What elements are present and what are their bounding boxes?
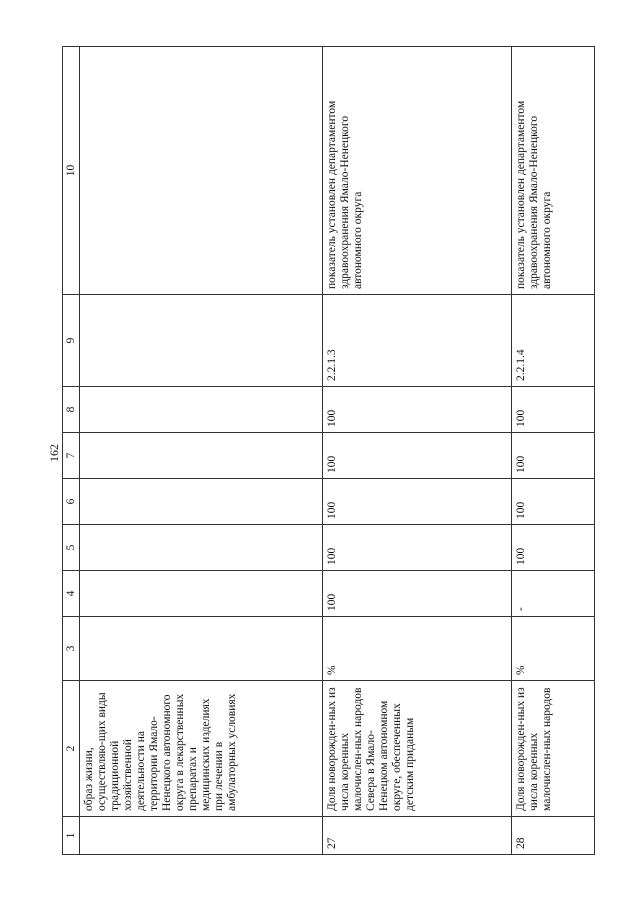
code: 2.2.1.3 [323,295,512,387]
unit: % [323,617,512,681]
value-col6: 100 [512,479,595,525]
note: показатель установлен департаментом здравоохранения Ямало-Ненецкого автономного округа [323,47,512,295]
row-number [80,817,323,855]
column-number: 9 [63,295,80,387]
value-col7: 100 [512,433,595,479]
table-row [323,47,512,855]
column-number: 3 [63,617,80,681]
value-col7 [80,433,323,479]
note: показатель установлен департаментом здравоохранения Ямало-Ненецкого автономного округа [512,47,595,295]
value-col8: 100 [323,387,512,433]
value-col5: 100 [512,525,595,571]
unit: % [512,617,595,681]
column-number: 1 [63,817,80,855]
value-col4: 100 [323,571,512,617]
column-number-row [63,47,80,855]
value-col8 [80,387,323,433]
code [80,295,323,387]
row-number: 27 [323,817,512,855]
value-col4 [80,571,323,617]
value-col6 [80,479,323,525]
value-col8: 100 [512,387,595,433]
value-col7: 100 [323,433,512,479]
indicators-table [62,47,590,855]
indicator-name: Доля новорожден-ных из числа коренных малочислен-ных народов Севера в Ямало-Ненецком автономном округе, обеспеченных детским приданым [323,681,512,817]
indicator-name: Доля новорожден-ных из числа коренных малочислен-ных народов [512,681,595,817]
column-number: 8 [63,387,80,433]
column-number: 6 [63,479,80,525]
column-number: 4 [63,571,80,617]
code: 2.2.1.4 [512,295,595,387]
column-number: 10 [63,47,80,295]
unit [80,617,323,681]
table-row [512,47,595,855]
row-number: 28 [512,817,595,855]
indicator-name: образ жизни, осуществляю-щих виды традиционной хозяйственной деятельности на территории Ямало-Ненецкого автономного округа в лекарственных препаратах и медицинских изделиях при лечении в амбулаторных условиях [80,681,323,817]
column-number: 7 [63,433,80,479]
value-col6: 100 [323,479,512,525]
value-col5 [80,525,323,571]
value-col4: - [512,571,595,617]
column-number: 2 [63,681,80,817]
table-row [80,47,323,855]
value-col5: 100 [323,525,512,571]
column-number: 5 [63,525,80,571]
page-number: 162 [47,444,61,462]
note [80,47,323,295]
